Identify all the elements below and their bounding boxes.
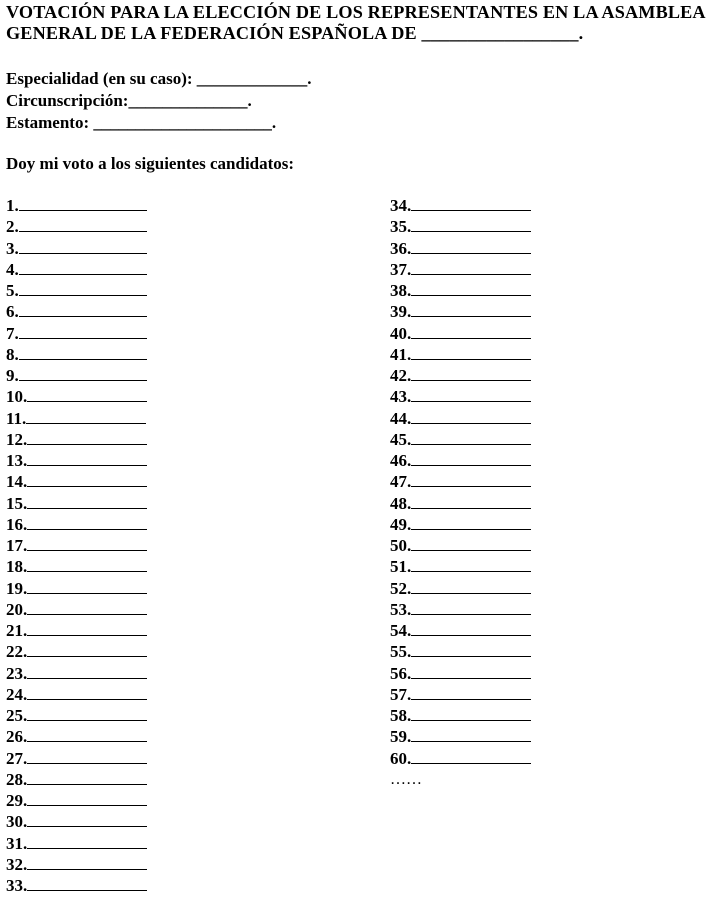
candidate-blank-line[interactable] — [411, 494, 531, 509]
candidate-number: 40. — [390, 323, 412, 343]
candidate-slot — [390, 238, 531, 259]
candidate-slot — [6, 854, 147, 875]
candidate-slot — [6, 811, 147, 832]
candidate-slot — [6, 344, 147, 365]
candidate-slot — [6, 769, 147, 790]
candidate-number: 44. — [390, 408, 412, 428]
candidate-list-right — [390, 195, 531, 790]
candidate-slot — [6, 620, 147, 641]
candidate-slot — [390, 620, 531, 641]
candidate-number: 43. — [390, 387, 412, 407]
candidate-blank-line[interactable] — [411, 302, 531, 317]
candidate-blank-line[interactable] — [411, 515, 531, 530]
candidate-blank-line[interactable] — [411, 345, 531, 360]
candidate-slot — [6, 216, 147, 237]
candidate-number: 14. — [6, 472, 28, 492]
candidate-number: 36. — [390, 238, 412, 258]
candidate-slot — [390, 195, 531, 216]
candidate-number: 21. — [6, 621, 28, 640]
candidate-slot — [390, 663, 531, 684]
candidate-slot — [6, 238, 147, 259]
candidate-number: 56. — [390, 663, 412, 683]
candidate-slot — [390, 599, 531, 620]
candidate-slot — [6, 408, 147, 429]
candidate-slot — [6, 365, 147, 386]
candidate-slot — [6, 726, 147, 747]
candidate-number: 5. — [6, 281, 19, 300]
candidate-blank-line[interactable] — [19, 302, 147, 317]
candidate-list-left — [6, 195, 147, 896]
candidate-slot — [390, 323, 531, 344]
candidate-number: 50. — [390, 536, 412, 555]
candidate-blank-line[interactable] — [411, 196, 531, 211]
candidate-blank-line[interactable] — [27, 579, 147, 594]
candidate-slot — [390, 471, 531, 492]
candidate-number: 3. — [6, 238, 19, 258]
candidate-number: 41. — [390, 344, 412, 364]
candidate-blank-line[interactable] — [26, 409, 146, 424]
candidate-number: 48. — [390, 493, 412, 513]
candidate-slot — [390, 216, 531, 237]
candidate-blank-line[interactable] — [27, 430, 147, 445]
candidate-number: 10. — [6, 387, 28, 407]
candidate-blank-line[interactable] — [411, 451, 531, 466]
candidate-slot — [390, 535, 531, 556]
candidate-blank-line[interactable] — [27, 557, 147, 572]
page-title — [6, 2, 718, 44]
candidate-number: 39. — [390, 302, 412, 322]
candidate-slot — [6, 748, 147, 769]
candidate-slot — [390, 684, 531, 705]
candidate-blank-line[interactable] — [411, 706, 531, 721]
candidate-number: 31. — [6, 833, 28, 853]
candidate-number: 11. — [6, 408, 27, 428]
candidate-slot — [6, 259, 147, 280]
candidate-slot — [390, 705, 531, 726]
candidate-number: 8. — [6, 344, 19, 364]
candidate-slot — [6, 493, 147, 514]
candidate-number: 23. — [6, 663, 28, 683]
candidate-slot — [6, 790, 147, 811]
candidate-blank-line[interactable] — [411, 642, 531, 657]
candidate-number: 1. — [6, 196, 19, 215]
candidate-slot — [6, 386, 147, 407]
candidate-blank-line[interactable] — [411, 324, 531, 339]
candidate-blank-line[interactable] — [411, 409, 531, 424]
candidate-number: 2. — [6, 217, 19, 237]
candidate-slot — [390, 748, 531, 769]
candidate-number: 58. — [390, 706, 412, 725]
candidate-number: 55. — [390, 642, 412, 662]
candidate-number: 22. — [6, 642, 28, 662]
candidate-blank-line[interactable] — [27, 536, 147, 551]
candidate-blank-line[interactable] — [27, 706, 147, 721]
candidate-number: 18. — [6, 557, 28, 577]
candidate-blank-line[interactable] — [19, 196, 147, 211]
candidate-number: 12. — [6, 429, 28, 449]
candidate-blank-line[interactable] — [411, 472, 531, 487]
candidate-blank-line[interactable] — [411, 749, 531, 764]
candidate-slot — [390, 344, 531, 365]
candidate-slot — [390, 280, 531, 301]
candidate-blank-line[interactable] — [19, 324, 147, 339]
candidate-slot — [6, 450, 147, 471]
candidate-blank-line[interactable] — [411, 260, 531, 275]
candidate-slot — [6, 301, 147, 322]
candidate-slot — [390, 301, 531, 322]
candidate-blank-line[interactable] — [27, 727, 147, 742]
candidate-slot — [6, 429, 147, 450]
candidate-slot — [6, 684, 147, 705]
candidate-slot — [390, 578, 531, 599]
candidate-blank-line[interactable] — [19, 281, 147, 296]
candidate-blank-line[interactable] — [27, 685, 147, 700]
candidate-number: 20. — [6, 599, 28, 619]
candidate-blank-line[interactable] — [411, 664, 531, 679]
candidate-blank-line[interactable] — [411, 557, 531, 572]
candidate-number: 34. — [390, 196, 412, 215]
candidate-number: 26. — [6, 727, 28, 747]
candidate-number: 35. — [390, 217, 412, 237]
candidate-slot — [390, 408, 531, 429]
constituency-field: Circunscripción:______________. — [6, 91, 252, 110]
candidate-blank-line[interactable] — [27, 791, 147, 806]
candidate-number: 4. — [6, 259, 19, 279]
candidate-number: 29. — [6, 791, 28, 810]
candidate-number: 15. — [6, 493, 28, 513]
candidate-blank-line[interactable] — [411, 536, 531, 551]
candidate-blank-line[interactable] — [27, 834, 147, 849]
candidate-slot — [6, 323, 147, 344]
candidate-blank-line[interactable] — [411, 600, 531, 615]
candidate-blank-line[interactable] — [27, 472, 147, 487]
candidate-number: 45. — [390, 429, 412, 449]
candidate-blank-line[interactable] — [27, 664, 147, 679]
candidate-blank-line[interactable] — [411, 430, 531, 445]
candidate-number: 60. — [390, 748, 412, 768]
candidate-slot — [6, 471, 147, 492]
candidate-blank-line[interactable] — [27, 642, 147, 657]
candidate-blank-line[interactable] — [19, 345, 147, 360]
candidate-blank-line[interactable] — [27, 494, 147, 509]
candidate-number: 53. — [390, 599, 412, 619]
candidate-number: 37. — [390, 259, 412, 279]
candidate-number: 19. — [6, 578, 28, 598]
candidate-slot — [6, 833, 147, 854]
candidate-slot — [390, 386, 531, 407]
candidate-number: 6. — [6, 302, 19, 322]
candidate-blank-line[interactable] — [19, 217, 147, 232]
candidate-number: 32. — [6, 854, 28, 874]
candidate-number: 57. — [390, 684, 412, 704]
candidate-number: 27. — [6, 748, 28, 768]
specialty-field: Especialidad (en su caso): _____________. — [6, 69, 312, 88]
candidate-slot — [6, 556, 147, 577]
title-line-2: GENERAL DE LA FEDERACIÓN ESPAÑOLA DE _________________. — [6, 23, 584, 43]
candidate-number: 24. — [6, 684, 28, 704]
candidate-blank-line[interactable] — [27, 749, 147, 764]
candidate-number: 13. — [6, 451, 28, 470]
candidate-number: 51. — [390, 557, 412, 577]
candidate-slot — [390, 429, 531, 450]
candidate-number: 46. — [390, 451, 412, 470]
candidate-number: 42. — [390, 366, 412, 385]
candidate-slot — [6, 195, 147, 216]
candidate-blank-line[interactable] — [27, 876, 147, 891]
candidate-blank-line[interactable] — [411, 387, 531, 402]
candidate-blank-line[interactable] — [27, 770, 147, 785]
candidate-blank-line[interactable] — [411, 685, 531, 700]
candidate-slot — [390, 641, 531, 662]
candidate-number: 52. — [390, 578, 412, 598]
estamento-field: Estamento: _____________________. — [6, 113, 277, 132]
candidate-blank-line[interactable] — [411, 366, 531, 381]
candidate-number: 59. — [390, 727, 412, 747]
candidate-slot — [390, 493, 531, 514]
candidate-slot — [6, 663, 147, 684]
candidate-blank-line[interactable] — [411, 727, 531, 742]
candidate-number: 38. — [390, 281, 412, 300]
candidate-blank-line[interactable] — [27, 387, 147, 402]
candidate-blank-line[interactable] — [411, 621, 531, 636]
title-line-1: VOTACIÓN PARA LA ELECCIÓN DE LOS REPRESENTANTES EN LA ASAMBLEA — [6, 2, 706, 22]
candidate-blank-line[interactable] — [19, 239, 147, 254]
candidate-blank-line[interactable] — [19, 260, 147, 275]
vote-instruction: Doy mi voto a los siguientes candidatos: — [6, 154, 295, 173]
candidate-slot — [6, 578, 147, 599]
candidate-slot — [6, 875, 147, 896]
candidate-slot — [390, 450, 531, 471]
candidate-number: 33. — [6, 876, 28, 895]
continuation-ellipsis: …… — [390, 770, 422, 788]
candidate-number: 25. — [6, 706, 28, 725]
candidate-slot — [6, 514, 147, 535]
candidate-number: 17. — [6, 536, 28, 555]
candidate-blank-line[interactable] — [27, 515, 147, 530]
candidate-slot — [6, 705, 147, 726]
candidate-number: 28. — [6, 769, 28, 789]
candidate-number: 9. — [6, 366, 19, 385]
candidate-slot — [6, 535, 147, 556]
candidate-blank-line[interactable] — [19, 366, 147, 381]
candidate-number: 30. — [6, 812, 28, 832]
candidate-number: 54. — [390, 621, 412, 640]
candidate-slot — [6, 280, 147, 301]
candidate-blank-line[interactable] — [27, 600, 147, 615]
candidate-number: 16. — [6, 514, 28, 534]
candidate-blank-line[interactable] — [27, 855, 147, 870]
candidate-slot — [6, 641, 147, 662]
candidate-slot — [390, 514, 531, 535]
candidate-blank-line[interactable] — [27, 621, 147, 636]
candidate-slot — [390, 259, 531, 280]
candidate-number: 49. — [390, 514, 412, 534]
candidate-number: 47. — [390, 472, 412, 492]
candidate-blank-line[interactable] — [411, 579, 531, 594]
candidate-blank-line[interactable] — [27, 812, 147, 827]
candidate-slot — [390, 365, 531, 386]
candidate-blank-line[interactable] — [411, 281, 531, 296]
candidate-blank-line[interactable] — [27, 451, 147, 466]
candidate-blank-line[interactable] — [411, 239, 531, 254]
candidate-slot — [6, 599, 147, 620]
candidate-number: 7. — [6, 323, 19, 343]
candidate-blank-line[interactable] — [411, 217, 531, 232]
candidate-slot — [390, 556, 531, 577]
candidate-slot — [390, 726, 531, 747]
